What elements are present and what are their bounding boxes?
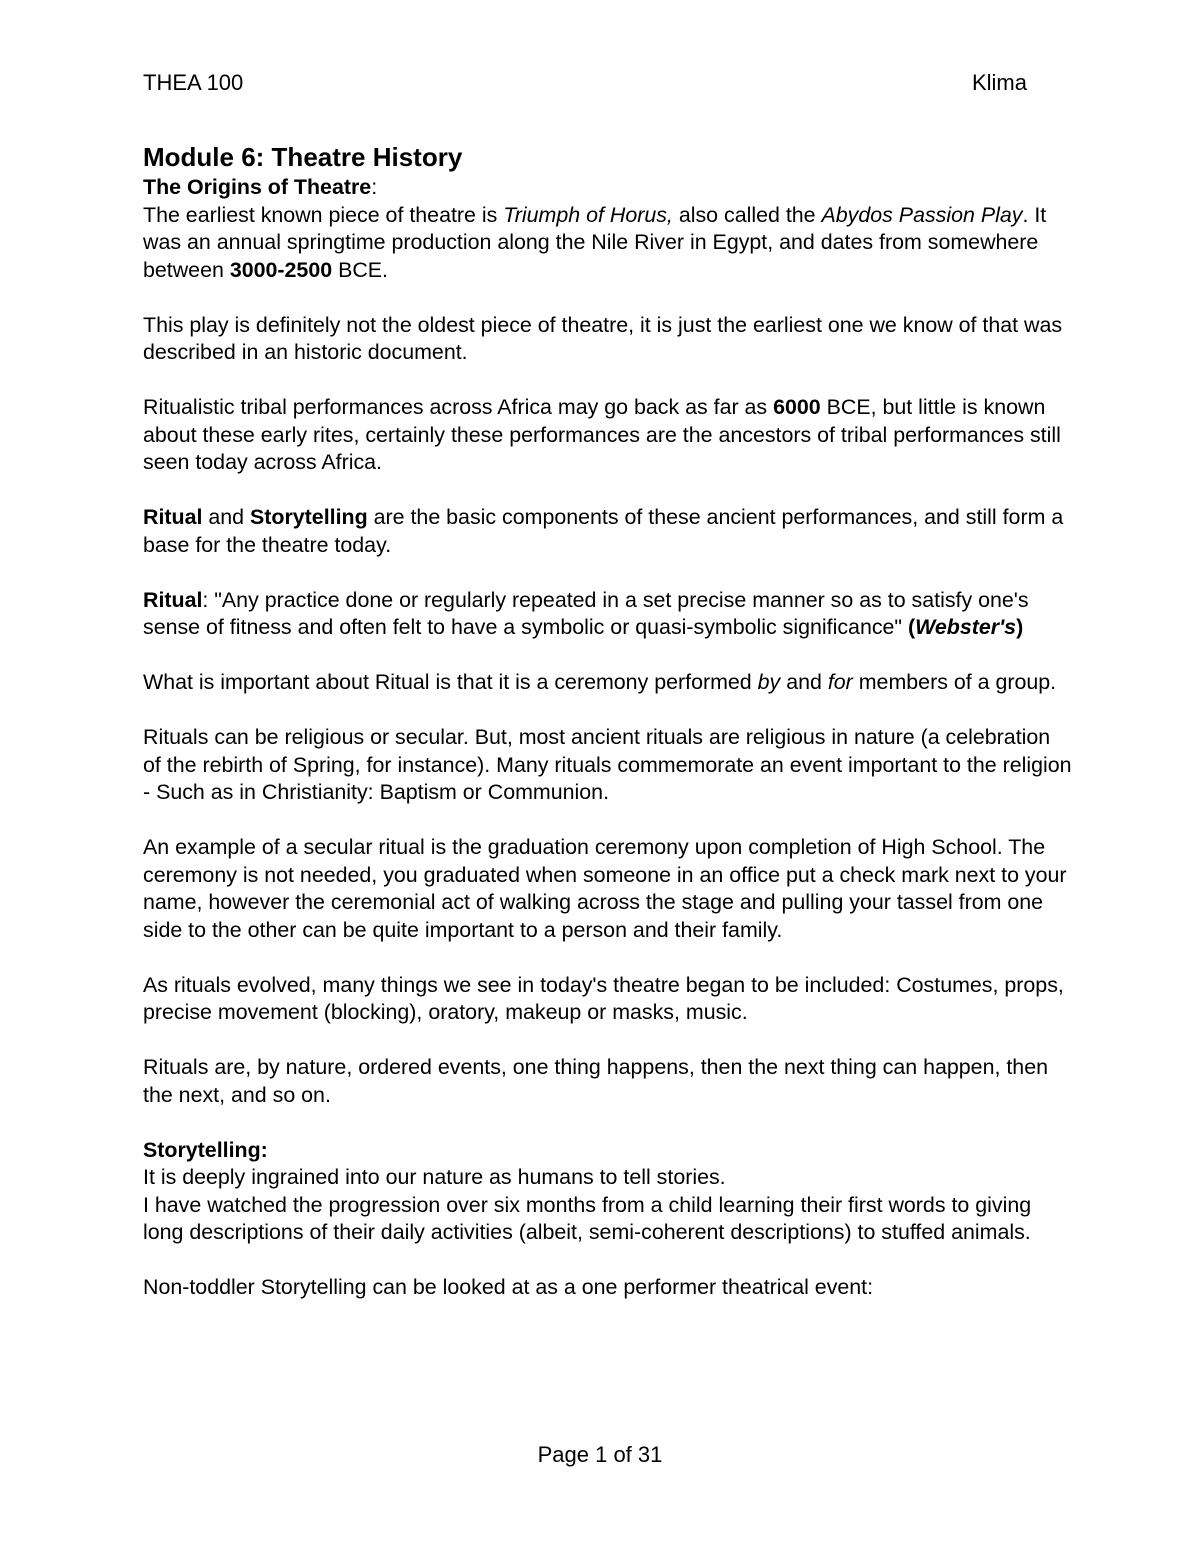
document-body	[143, 140, 1073, 1329]
section-heading-storytelling: Storytelling:	[143, 1137, 268, 1162]
text-span: and	[780, 670, 828, 694]
text-span: What is important about Ritual is that it is a ceremony performed	[143, 670, 758, 694]
author-name: Klima	[971, 70, 1027, 95]
emphasis-for: for	[827, 670, 853, 694]
paragraph-rituals-evolved: As rituals evolved, many things we see in today's theatre began to be included: Costumes, props, precise movement (blocking), oratory, makeup or masks, music.	[143, 972, 1064, 1024]
text-span: and	[202, 505, 250, 529]
page-number: Page 1 of 31	[537, 1442, 663, 1467]
section-heading-colon: :	[371, 175, 378, 199]
text-span: (	[907, 615, 916, 639]
paragraph-ritual-definition	[143, 587, 1073, 642]
text-span: The earliest known piece of theatre is	[143, 202, 504, 227]
source-websters: Webster's	[915, 615, 1017, 639]
play-title-triumph: Triumph of Horus,	[503, 202, 673, 227]
play-title-abydos: Abydos Passion Play	[821, 202, 1023, 227]
date-range: 3000-2500	[229, 257, 333, 282]
term-ritual: Ritual	[143, 505, 203, 529]
paragraph-tribal-performances	[143, 394, 1073, 477]
text-span: . It was an annual springtime production along the Nile River in Egypt, and dates from somewhere between	[143, 202, 1047, 282]
term-ritual: Ritual	[143, 587, 203, 612]
paragraph-ritual-importance	[143, 669, 1073, 697]
text-span: Ritualistic tribal performances across Africa may go back as far as	[143, 395, 774, 419]
text-span: BCE.	[332, 257, 388, 282]
section-heading-origins	[143, 174, 1073, 202]
emphasis-by: by	[757, 670, 781, 694]
text-span: are the basic components of these ancient performances, and still form a base for the theatre today.	[143, 505, 1064, 557]
page-title: Module 6: Theatre History	[143, 142, 463, 172]
paragraph-oldest-piece: This play is definitely not the oldest piece of theatre, it is just the earliest one we know of that was described in an historic document.	[143, 312, 1063, 364]
term-storytelling: Storytelling	[250, 505, 368, 529]
paragraph-religious-secular: Rituals can be religious or secular. But, most ancient rituals are religious in nature (a celebration of the rebirth of Spring, for instance). Many rituals commemorate an event important to the religion - Such as in Christianity: Baptism or Communion.	[143, 725, 1072, 804]
paragraph-components	[143, 504, 1073, 559]
text-span: also called the	[672, 202, 822, 227]
paragraph-ordered-events: Rituals are, by nature, ordered events, one thing happens, then the next thing can happen, then the next, and so on.	[143, 1055, 1048, 1107]
text-span: )	[1016, 615, 1024, 639]
paragraph-storytelling-child: I have watched the progression over six months from a child learning their first words to giving long descriptions of their daily activities (albeit, semi-coherent descriptions) to stuffed animals.	[143, 1192, 1032, 1244]
paragraph-secular-example: An example of a secular ritual is the graduation ceremony upon completion of High School. The ceremony is not needed, you graduated when someone in an office put a check mark next to your name, however the ceremonial act of walking across the stage and pulling your tassel from one side to the other can be quite important to a person and their family.	[143, 835, 1067, 942]
course-code: THEA 100	[143, 70, 244, 95]
paragraph-storytelling-nature: It is deeply ingrained into our nature as humans to tell stories.	[143, 1165, 726, 1189]
year-6000: 6000	[773, 395, 821, 419]
page-header	[143, 70, 1027, 100]
text-span: members of a group.	[852, 670, 1057, 694]
paragraph-non-toddler: Non-toddler Storytelling can be looked at as a one performer theatrical event:	[143, 1275, 874, 1299]
paragraph-earliest-theatre	[143, 202, 1073, 285]
definition-text: : "Any practice done or regularly repeated in a set precise manner so as to satisfy one's sense of fitness and often felt to have a symbolic or quasi-symbolic significance"	[143, 587, 1029, 639]
text-span: BCE, but little is known about these early rites, certainly these performances are the ancestors of tribal performances still seen today across Africa.	[143, 395, 1061, 474]
section-heading-origins-text: The Origins of Theatre	[143, 175, 372, 199]
